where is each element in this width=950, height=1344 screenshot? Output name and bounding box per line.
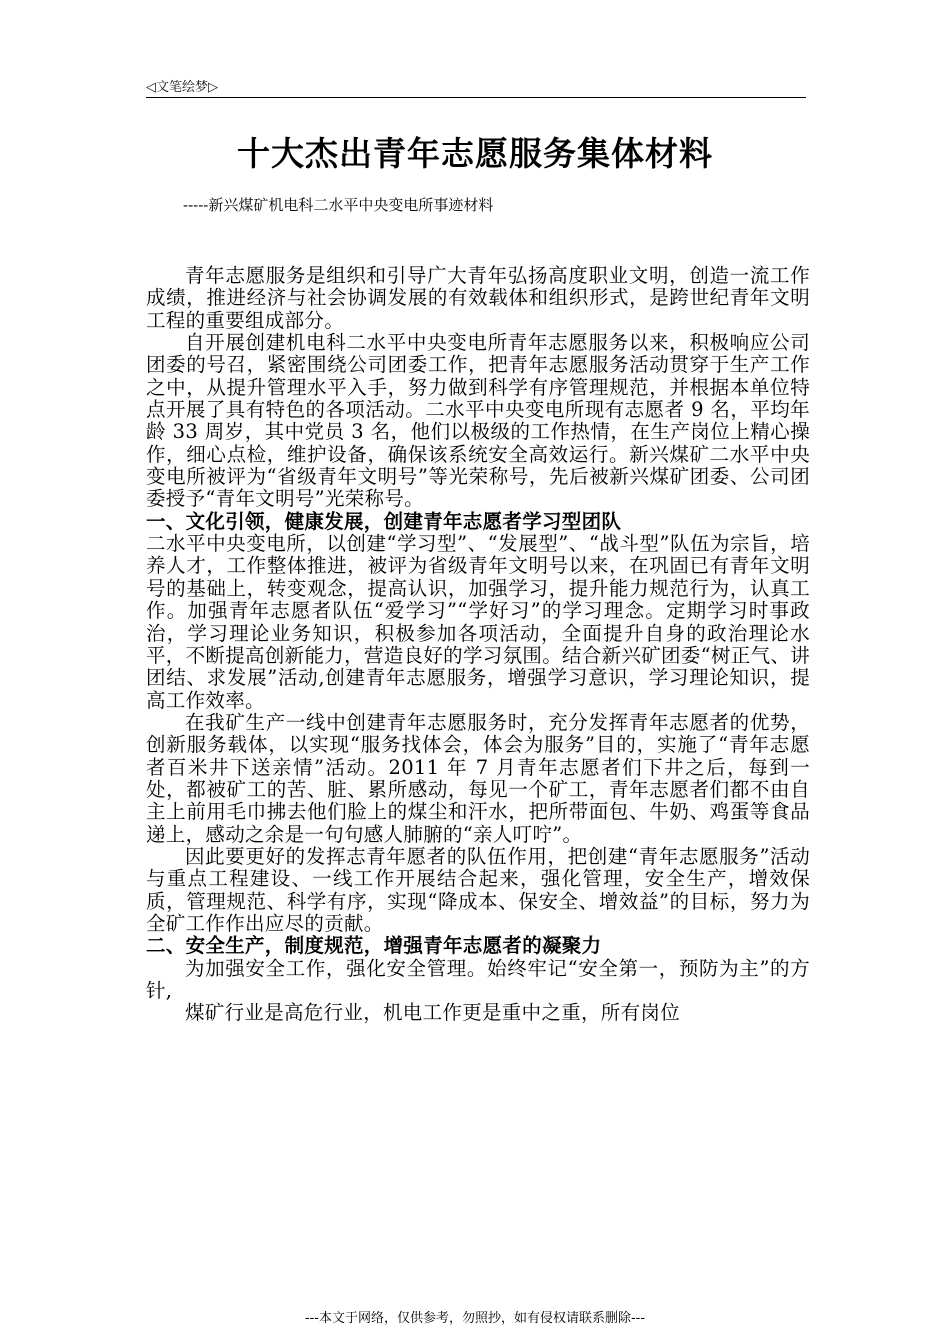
header-divider — [146, 97, 806, 98]
section-heading: 一、文化引领，健康发展，创建青年志愿者学习型团队 — [146, 509, 622, 533]
paragraph: 因此要更好的发挥志青年愿者的队伍作用，把创建“青年志愿服务”活动与重点工程建设、一线工作开展结合起来，强化管理，安全生产，增效保质，管理规范、科学有序，实现“降成本、保安全、增效益”的目标，努力为全矿工作作出应尽的贡献。 — [146, 844, 810, 935]
paragraph: 煤矿行业是高危行业，机电工作更是重中之重，所有岗位 — [185, 1001, 681, 1025]
paragraph: 青年志愿服务是组织和引导广大青年弘扬高度职业文明，创造一流工作成绩，推进经济与社会协调发展的有效载体和组织形式，是跨世纪青年文明工程的重要组成部分。 — [146, 264, 810, 332]
document-subtitle: -----新兴煤矿机电科二水平中央变电所事迹材料 — [183, 196, 494, 214]
document-body — [146, 265, 810, 1025]
document-title: 十大杰出青年志愿服务集体材料 — [237, 134, 713, 173]
section-heading: 二、安全生产，制度规范，增强青年志愿者的凝聚力 — [146, 934, 602, 958]
paragraph: 为加强安全工作，强化安全管理。始终牢记“安全第一，预防为主”的方针, — [146, 956, 810, 1002]
page-header: ◁文笔绘梦▷ — [146, 80, 218, 95]
paragraph: 自开展创建机电科二水平中央变电所青年志愿服务以来，积极响应公司团委的号召，紧密围绕公司团委工作，把青年志愿服务活动贯穿于生产工作之中，从提升管理水平入手，努力做到科学有序管理规范，并根据本单位特点开展了具有特色的各项活动。二水平中央变电所现有志愿者 9 名，平均年龄 33 周岁，其中党员 3 名，他们以极级的工作热情，在生产岗位上精心操作，细心点检，维护设备，确保该系统安全高效运行。新兴煤矿二水平中央变电所被评为“省级青年文明号”等光荣称号，先后被新兴煤矿团委、公司团委授予“青年文明号”光荣称号。 — [146, 331, 810, 511]
page-footer: ---本文于网络，仅供参考，勿照抄，如有侵权请联系删除--- — [304, 1311, 646, 1326]
paragraph: 在我矿生产一线中创建青年志愿服务时，充分发挥青年志愿者的优势，创新服务载体，以实现“服务找体会，体会为服务”目的，实施了“青年志愿者百米井下送亲情”活动。2011 年 7 月青年志愿者们下井之后，每到一处，都被矿工的苦、脏、累所感动，每见一个矿工，青年志愿者们都不由自主上前用毛巾拂去他们脸上的煤尘和汗水，把所带面包、牛奶、鸡蛋等食品递上，感动之余是一句句感人肺腑的“亲人叮咛”。 — [146, 710, 810, 846]
paragraph: 二水平中央变电所，以创建“学习型”、“发展型”、“战斗型”队伍为宗旨，培养人才，工作整体推进，被评为省级青年文明号以来，在巩固已有青年文明号的基础上，转变观念，提高认识，加强学习，提升能力规范行为，认真工作。加强青年志愿者队伍“爱学习”“学好习”的学习理念。定期学习时事政治，学习理论业务知识，积极参加各项活动，全面提升自身的政治理论水平，不断提高创新能力，营造良好的学习氛围。结合新兴矿团委“树正气、讲团结、求发展”活动,创建青年志愿服务，增强学习意识，学习理论知识，提高工作效率。 — [146, 532, 810, 712]
